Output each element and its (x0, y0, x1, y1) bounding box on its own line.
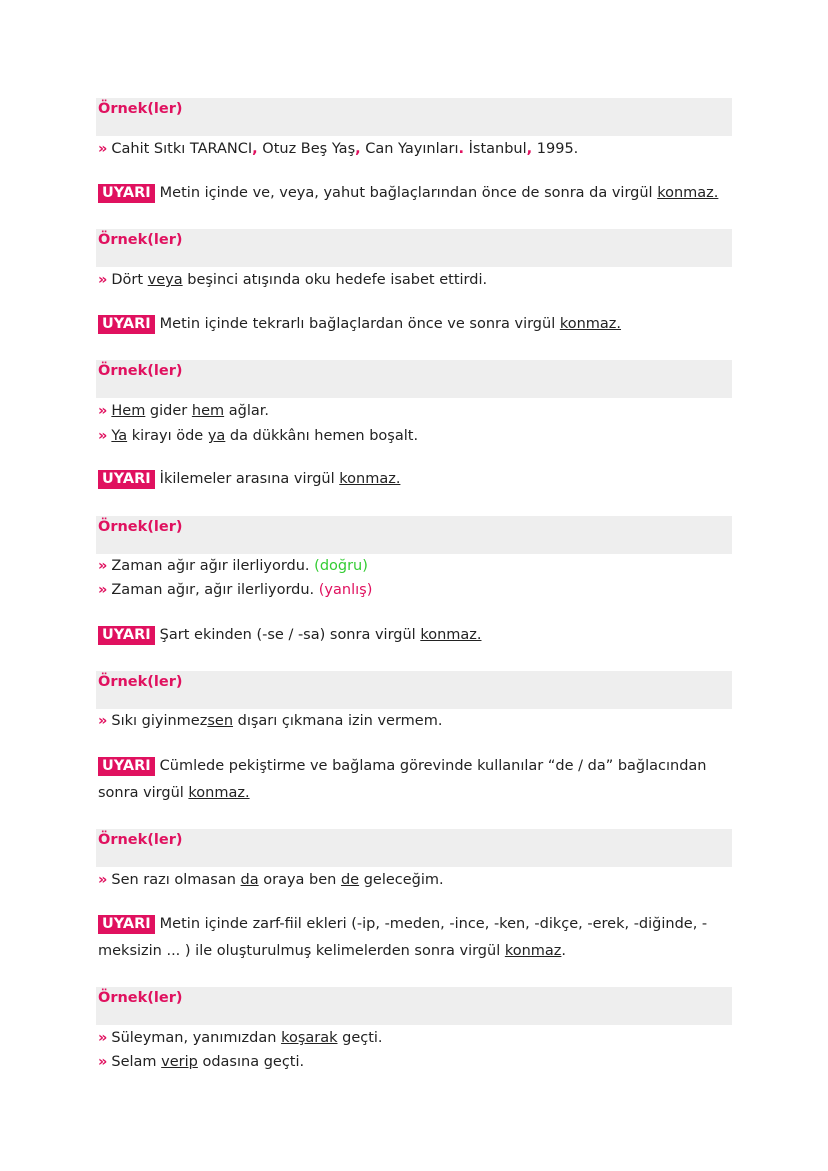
example-line (98, 580, 372, 600)
warning-badge: UYARI (98, 315, 155, 334)
bullet-icon: » (98, 272, 108, 288)
warning-badge: UYARI (98, 470, 155, 489)
underlined-word: konmaz (504, 943, 562, 959)
text: Sen razı olmasan (111, 872, 241, 888)
text: da dükkânı hemen boşalt. (225, 428, 419, 444)
underlined-word: ya (207, 428, 226, 444)
text: dışarı çıkmana izin vermem. (233, 713, 443, 729)
highlighted-dot: . (458, 141, 465, 157)
warning-text: İkilemeler arasına virgül (159, 471, 340, 487)
bullet-icon: » (98, 141, 108, 157)
correct-tag: (doğru) (314, 558, 368, 574)
underlined-word: koşarak (281, 1030, 338, 1046)
warning-line (98, 314, 621, 334)
underlined-word: konmaz. (188, 785, 250, 801)
text: Can Yayınları (360, 141, 459, 157)
example-line (98, 401, 269, 421)
text: geçti. (337, 1030, 383, 1046)
text: kirayı öde (127, 428, 208, 444)
example-label: Örnek(ler) (98, 832, 183, 848)
warning-line-continued (98, 941, 566, 961)
text: Otuz Beş Yaş (257, 141, 356, 157)
warning-line (98, 183, 718, 203)
bullet-icon: » (98, 403, 108, 419)
text: Cahit Sıtkı TARANCI (111, 141, 253, 157)
text: geleceğim. (359, 872, 444, 888)
example-label: Örnek(ler) (98, 519, 183, 535)
highlighted-comma: , (252, 141, 258, 157)
bullet-icon: » (98, 428, 108, 444)
example-line (98, 1028, 383, 1048)
underlined-word: Hem (111, 403, 146, 419)
text: Selam (111, 1054, 162, 1070)
warning-badge: UYARI (98, 915, 155, 934)
warning-text: Metin içinde zarf-fiil ekleri (-ip, -meden, -ince, -ken, -dikçe, -erek, -diğinde, - (159, 916, 708, 932)
bullet-icon: » (98, 713, 108, 729)
text: Zaman ağır, ağır ilerliyordu. (111, 582, 319, 598)
text: 1995. (532, 141, 579, 157)
bullet-icon: » (98, 872, 108, 888)
underlined-word: konmaz. (657, 185, 719, 201)
text: İstanbul (464, 141, 527, 157)
bullet-icon: » (98, 558, 108, 574)
underlined-word: konmaz. (559, 316, 622, 332)
text: . (561, 943, 567, 959)
text: Zaman ağır ağır ilerliyordu. (111, 558, 315, 574)
warning-badge: UYARI (98, 757, 155, 776)
example-label: Örnek(ler) (98, 990, 183, 1006)
bullet-icon: » (98, 1030, 108, 1046)
example-header (96, 360, 732, 398)
highlighted-comma: , (355, 141, 361, 157)
example-label: Örnek(ler) (98, 363, 183, 379)
underlined-word: de (340, 872, 360, 888)
text: oraya ben (258, 872, 341, 888)
text: Dört (111, 272, 148, 288)
text: beşinci atışında oku hedefe isabet ettirdi. (182, 272, 488, 288)
highlighted-comma: , (526, 141, 533, 157)
warning-text: Metin içinde tekrarlı bağlaçlardan önce ve sonra virgül (159, 316, 560, 332)
underlined-word: sen (207, 713, 234, 729)
bullet-icon: » (98, 582, 108, 598)
warning-line-continued (98, 783, 250, 803)
warning-text: sonra virgül (98, 785, 189, 801)
underlined-word: veya (147, 272, 183, 288)
underlined-word: konmaz. (339, 471, 401, 487)
warning-text: Metin içinde ve, veya, yahut bağlaçlarından önce de sonra da virgül (159, 185, 658, 201)
warning-badge: UYARI (98, 626, 155, 645)
example-line (98, 870, 444, 890)
example-line (98, 139, 578, 159)
warning-text: Şart ekinden (-se / -sa) sonra virgül (159, 627, 421, 643)
warning-line (98, 469, 400, 489)
wrong-tag: (yanlış) (318, 582, 373, 598)
text: odasına geçti. (197, 1054, 305, 1070)
example-label: Örnek(ler) (98, 232, 183, 248)
example-line (98, 1052, 304, 1072)
underlined-word: hem (191, 403, 225, 419)
underlined-word: konmaz. (420, 627, 482, 643)
warning-line (98, 756, 707, 776)
example-label: Örnek(ler) (98, 101, 183, 117)
text: Süleyman, yanımızdan (111, 1030, 282, 1046)
example-header (96, 671, 732, 709)
example-line (98, 426, 418, 446)
underlined-word: verip (161, 1054, 198, 1070)
example-line (98, 711, 442, 731)
text: Sıkı giyinmez (111, 713, 208, 729)
underlined-word: Ya (111, 428, 128, 444)
text: ağlar. (224, 403, 269, 419)
warning-line (98, 625, 481, 645)
bullet-icon: » (98, 1054, 108, 1070)
example-header (96, 98, 732, 136)
warning-badge: UYARI (98, 184, 155, 203)
example-line (98, 270, 487, 290)
example-header (96, 516, 732, 554)
warning-text: Cümlede pekiştirme ve bağlama görevinde kullanılar “de / da” bağlacından (159, 758, 707, 774)
example-header (96, 829, 732, 867)
underlined-word: da (240, 872, 259, 888)
warning-text: meksizin ... ) ile oluşturulmuş kelimelerden sonra virgül (98, 943, 505, 959)
example-header (96, 987, 732, 1025)
example-label: Örnek(ler) (98, 674, 183, 690)
example-header (96, 229, 732, 267)
warning-line (98, 914, 707, 934)
text: gider (145, 403, 192, 419)
example-line (98, 556, 368, 576)
